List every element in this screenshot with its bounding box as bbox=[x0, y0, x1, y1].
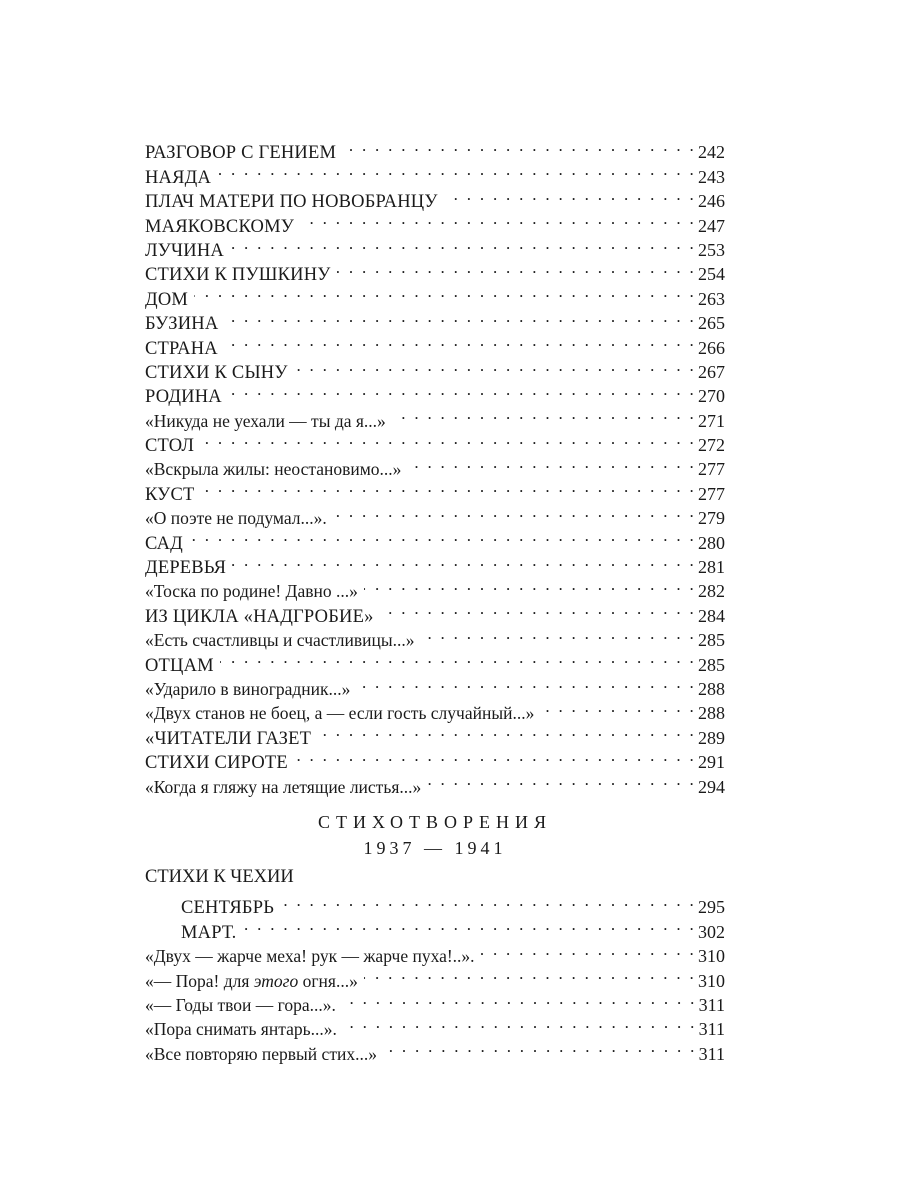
toc-entry bbox=[145, 280, 725, 310]
toc-entry-title: СТИХИ СИРОТЕ bbox=[145, 753, 288, 774]
toc-entry-title: «Двух — жарче меха! рук — жарче пуха!..». bbox=[145, 946, 475, 967]
toc-entry-page: 277 bbox=[698, 483, 725, 504]
toc-entry bbox=[145, 646, 725, 676]
leader-dots bbox=[201, 475, 696, 499]
toc-entry bbox=[145, 158, 725, 188]
leader-dots bbox=[364, 573, 696, 597]
leader-dots bbox=[342, 134, 696, 158]
toc-entry-page: 285 bbox=[698, 630, 725, 651]
toc-entry-title: «Ударило в виноградник...» bbox=[145, 678, 351, 699]
toc-entry-title: ЛУЧИНА bbox=[145, 240, 224, 261]
toc-entry-page: 247 bbox=[698, 215, 725, 236]
toc-entry-title: РАЗГОВОР С ГЕНИЕМ bbox=[145, 143, 337, 164]
toc-entry-page: 272 bbox=[698, 435, 725, 456]
toc-entry-page: 288 bbox=[698, 678, 725, 699]
toc-entry bbox=[145, 549, 725, 579]
toc-entry-page: 266 bbox=[698, 337, 725, 358]
group-title: СТИХИ К ЧЕХИИ bbox=[145, 866, 294, 887]
leader-dots bbox=[380, 597, 696, 621]
toc-entry-page: 282 bbox=[698, 581, 725, 602]
toc-entry-title: РОДИНА bbox=[145, 387, 222, 408]
leader-dots bbox=[194, 280, 696, 304]
leader-dots bbox=[300, 207, 696, 231]
leader-dots bbox=[200, 427, 696, 451]
toc-entry-page: 279 bbox=[698, 508, 725, 529]
toc-entry-title-prefix: «— Пора! для bbox=[145, 970, 254, 991]
toc-entry-page: 310 bbox=[698, 946, 725, 967]
leader-dots bbox=[427, 768, 696, 792]
toc-entry bbox=[145, 427, 725, 457]
leader-dots bbox=[294, 744, 696, 768]
toc-entry-title: БУЗИНА bbox=[145, 314, 219, 335]
leader-dots bbox=[337, 256, 696, 280]
leader-dots bbox=[392, 402, 696, 426]
toc-entry-title: «Все повторяю первый стих...» bbox=[145, 1043, 377, 1064]
leader-dots bbox=[224, 329, 696, 353]
toc-entry-page: 281 bbox=[698, 557, 725, 578]
leader-dots bbox=[420, 622, 696, 646]
leader-dots bbox=[280, 889, 696, 913]
leader-dots bbox=[540, 695, 696, 719]
toc-entry-page: 289 bbox=[698, 727, 725, 748]
leader-dots bbox=[356, 671, 696, 695]
leader-dots bbox=[217, 158, 696, 182]
toc-entry-title: «Пора снимать янтарь...». bbox=[145, 1019, 337, 1040]
toc-entry-title: «Вскрыла жилы: неостановимо...» bbox=[145, 459, 402, 480]
leader-dots bbox=[342, 987, 697, 1011]
toc-entry bbox=[145, 305, 725, 335]
toc-entry-page: 280 bbox=[698, 532, 725, 553]
toc-entry-title: НАЯДА bbox=[145, 167, 212, 188]
toc-entry-page: 285 bbox=[698, 654, 725, 675]
toc-entry-title: «Двух станов не боец, а — если гость случайный...» bbox=[145, 703, 535, 724]
toc-entry bbox=[145, 183, 725, 213]
toc-entry-title: ПЛАЧ МАТЕРИ ПО НОВОБРАНЦУ bbox=[145, 192, 438, 213]
toc-entry-title: «О поэте не подумал...». bbox=[145, 508, 327, 529]
toc-entry bbox=[145, 573, 725, 602]
leader-dots bbox=[228, 378, 696, 402]
leader-dots bbox=[444, 183, 696, 207]
toc-entry-title: «— Годы твои — гора...». bbox=[145, 994, 336, 1015]
toc-entry-title: СТОЛ bbox=[145, 436, 195, 457]
toc-entry-page: 294 bbox=[698, 776, 725, 797]
leader-dots bbox=[230, 232, 696, 256]
leader-dots bbox=[220, 646, 696, 670]
toc-entry bbox=[145, 232, 725, 261]
section-years: 1937 — 1941 bbox=[363, 837, 507, 858]
toc-entry-page: 311 bbox=[698, 1019, 725, 1040]
toc-entry-page: 271 bbox=[698, 410, 725, 431]
toc-entry-title: «Тоска по родине! Давно ...» bbox=[145, 581, 358, 602]
toc-entry-page: 311 bbox=[698, 1043, 725, 1064]
toc-entry-title: МАРТ. bbox=[181, 922, 237, 943]
toc-entry bbox=[145, 329, 725, 359]
toc-entry-page: 246 bbox=[698, 191, 725, 212]
toc-entry bbox=[145, 475, 725, 505]
toc-entry-page: 302 bbox=[698, 921, 725, 942]
toc-group-list bbox=[145, 889, 725, 943]
toc-entry-page: 263 bbox=[698, 288, 725, 309]
toc-entry-title: ДЕРЕВЬЯ bbox=[145, 558, 227, 579]
leader-dots bbox=[242, 913, 696, 937]
toc-entry-page: 265 bbox=[698, 313, 725, 334]
toc-entry-title: САД bbox=[145, 533, 183, 554]
toc-entry-page: 243 bbox=[698, 166, 725, 187]
toc-entry-title: «Когда я гляжу на летящие листья...» bbox=[145, 776, 422, 797]
toc-entry-page: 310 bbox=[698, 970, 725, 991]
leader-dots bbox=[189, 524, 696, 548]
toc-entry-title-emphasis: этого bbox=[253, 970, 299, 991]
toc-entry-page: 254 bbox=[698, 264, 725, 285]
leader-dots bbox=[407, 451, 696, 475]
toc-entry-title-suffix: огня...» bbox=[298, 970, 358, 991]
toc-entry-title: СТИХИ К СЫНУ bbox=[145, 362, 288, 383]
toc-entry-title: МАЯКОВСКОМУ bbox=[145, 216, 295, 237]
leader-dots bbox=[383, 1035, 697, 1059]
toc-entry bbox=[145, 256, 725, 286]
toc-entry bbox=[145, 378, 725, 408]
toc-entry-page: 242 bbox=[698, 142, 725, 163]
leader-dots bbox=[343, 1011, 697, 1035]
toc-entry-title: СТРАНА bbox=[145, 338, 218, 359]
table-of-contents bbox=[145, 134, 725, 1064]
leader-dots bbox=[364, 962, 696, 986]
leader-dots bbox=[317, 719, 696, 743]
toc-entry bbox=[145, 134, 725, 164]
toc-entry-title: КУСТ bbox=[145, 484, 195, 505]
toc-entry-page: 277 bbox=[698, 459, 725, 480]
toc-entry-page: 284 bbox=[698, 605, 725, 626]
section-heading: СТИХОТВОРЕНИЯ bbox=[317, 811, 553, 832]
toc-entry-title: «Никуда не уехали — ты да я...» bbox=[145, 410, 386, 431]
toc-entry bbox=[145, 354, 725, 383]
toc-entry-title: СЕНТЯБРЬ bbox=[181, 898, 275, 919]
toc-entry-page: 253 bbox=[698, 239, 725, 260]
leader-dots bbox=[294, 354, 696, 378]
toc-entry-title: ДОМ bbox=[145, 289, 189, 310]
toc-entry-page: 295 bbox=[698, 897, 725, 918]
toc-list-before bbox=[145, 134, 725, 797]
toc-entry bbox=[145, 524, 725, 554]
toc-entry-page: 311 bbox=[698, 994, 725, 1015]
leader-dots bbox=[333, 500, 696, 524]
leader-dots bbox=[232, 549, 696, 573]
toc-entry bbox=[145, 889, 725, 919]
toc-entry bbox=[145, 500, 725, 529]
toc-entry-title: СТИХИ К ПУШКИНУ bbox=[145, 265, 331, 286]
toc-entry bbox=[145, 402, 725, 431]
toc-entry-page: 267 bbox=[698, 361, 725, 382]
toc-entry-title bbox=[145, 969, 358, 993]
leader-dots bbox=[224, 305, 696, 329]
toc-entry bbox=[145, 451, 725, 480]
toc-entry-title: ИЗ ЦИКЛА «НАДГРОБИЕ» bbox=[145, 606, 374, 627]
toc-entry bbox=[145, 671, 725, 699]
toc-entry-page: 291 bbox=[698, 752, 725, 773]
toc-entry-page: 270 bbox=[698, 386, 725, 407]
toc-list-after bbox=[145, 938, 725, 1064]
toc-entry-title: «ЧИТАТЕЛИ ГАЗЕТ bbox=[145, 728, 312, 749]
toc-entry-title: ОТЦАМ bbox=[145, 655, 214, 676]
toc-entry-title: «Есть счастливцы и счастливицы...» bbox=[145, 630, 415, 651]
toc-entry-page: 288 bbox=[698, 703, 725, 724]
leader-dots bbox=[481, 938, 696, 962]
